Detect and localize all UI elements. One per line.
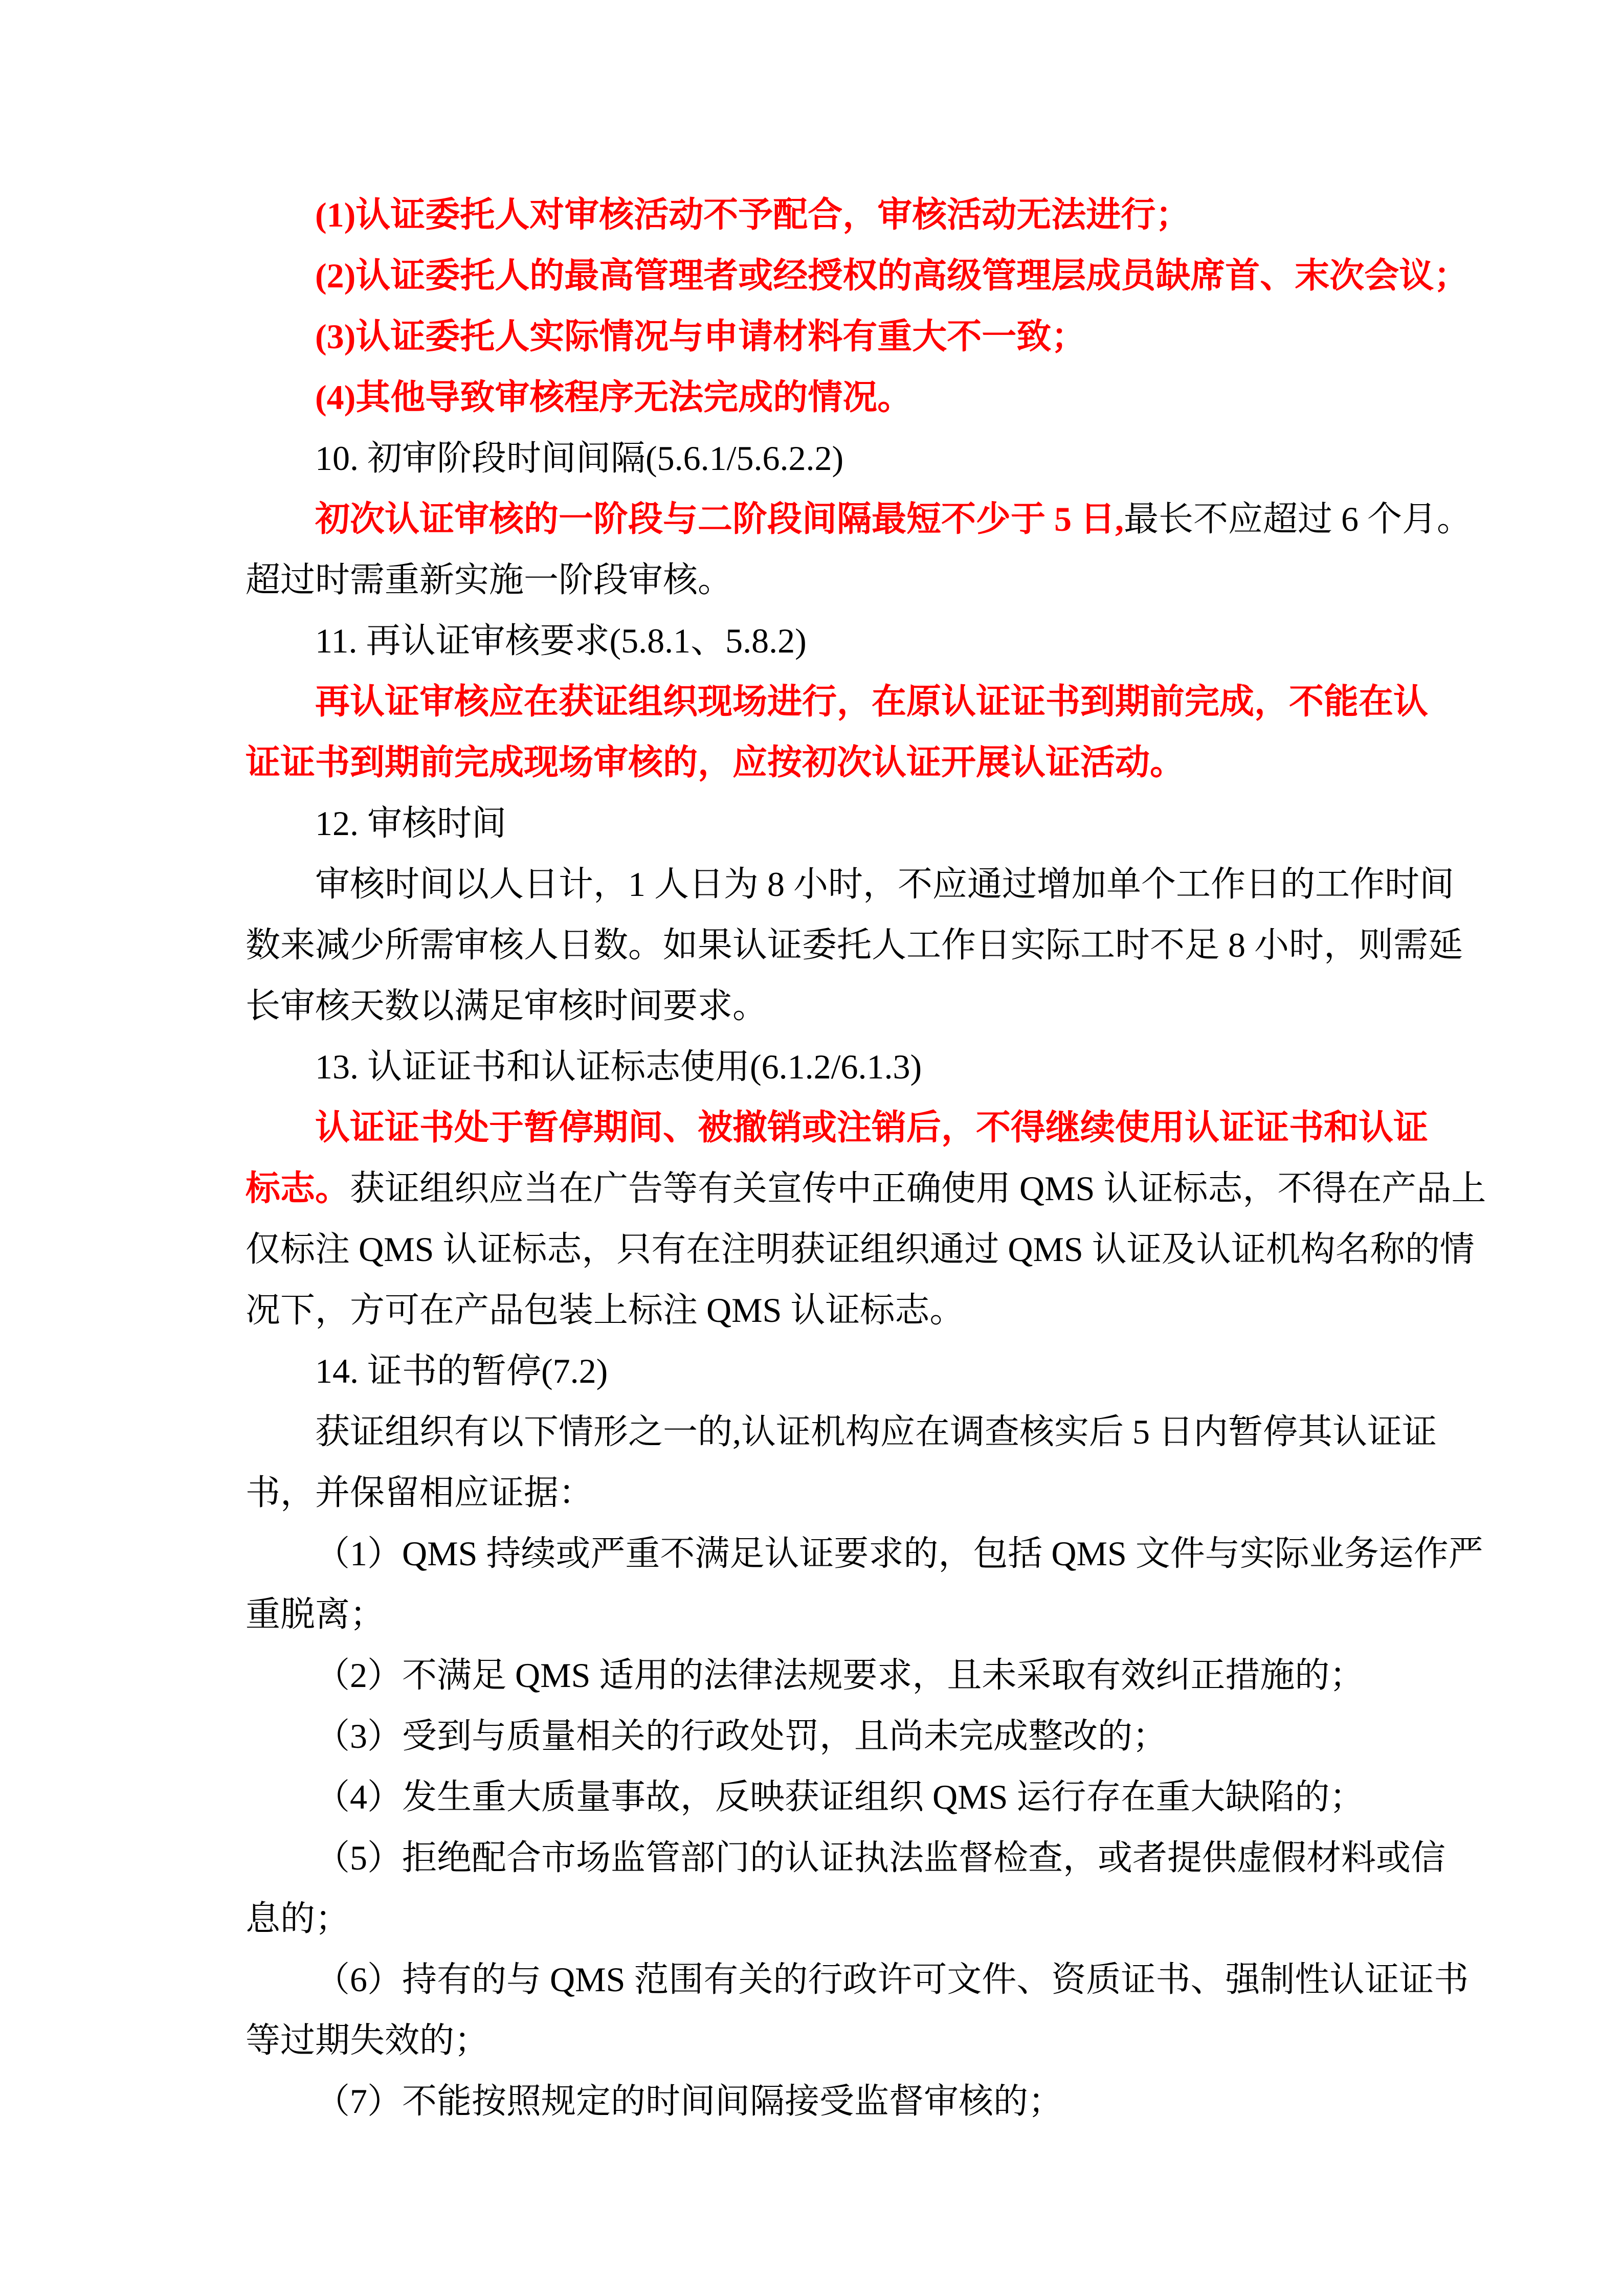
text-segment: 13. 认证证书和认证标志使用(6.1.2/6.1.3) bbox=[315, 1047, 922, 1086]
text-segment: （5）拒绝配合市场监管部门的认证执法监督检查，或者提供虚假材料或信 bbox=[315, 1838, 1446, 1877]
highlighted-text-segment: 证证书到期前完成现场审核的，应按初次认证开展认证活动。 bbox=[246, 743, 1185, 782]
text-line bbox=[246, 1097, 1429, 1158]
highlighted-text-segment: (3)认证委托人实际情况与申请材料有重大不一致； bbox=[315, 317, 1086, 356]
text-segment: 仅标注 QMS 认证标志，只有在注明获证组织通过 QMS 认证及认证机构名称的情 bbox=[246, 1230, 1475, 1269]
text-line bbox=[246, 1706, 1401, 1767]
text-line bbox=[246, 1888, 1401, 1949]
text-segment: （6）持有的与 QMS 范围有关的行政许可文件、资质证书、强制性认证证书 bbox=[315, 1960, 1469, 1999]
text-segment: （3）受到与质量相关的行政处罚，且尚未完成整改的； bbox=[315, 1717, 1168, 1755]
text-segment: 重脱离； bbox=[246, 1595, 385, 1634]
text-segment: （2）不满足 QMS 适用的法律法规要求，且未采取有效纠正措施的； bbox=[315, 1656, 1365, 1695]
text-line bbox=[246, 732, 1401, 793]
text-line bbox=[246, 671, 1429, 732]
highlighted-text-segment: 再认证审核应在获证组织现场进行，在原认证证书到期前完成，不能在认 bbox=[315, 682, 1429, 721]
text-line bbox=[246, 2010, 1401, 2071]
text-segment: 获证组织有以下情形之一的,认证机构应在调查核实后 5 日内暂停其认证证 bbox=[315, 1412, 1437, 1451]
text-segment: 最长不应超过 6 个月。 bbox=[1124, 500, 1472, 538]
highlighted-text-segment: (1)认证委托人对审核活动不予配合，审核活动无法进行； bbox=[315, 195, 1191, 234]
text-line bbox=[246, 1219, 1475, 1280]
text-line bbox=[246, 854, 1455, 915]
text-segment: 等过期失效的； bbox=[246, 2021, 490, 2060]
text-line bbox=[246, 489, 1472, 550]
text-segment: 10. 初审阶段时间间隔(5.6.1/5.6.2.2) bbox=[315, 439, 844, 478]
text-line bbox=[246, 185, 1401, 245]
text-line bbox=[246, 1767, 1401, 1828]
text-segment: （1）QMS 持续或严重不满足认证要求的，包括 QMS 文件与实际业务运作严 bbox=[315, 1534, 1483, 1573]
text-segment: （7）不能按照规定的时间间隔接受监督审核的； bbox=[315, 2082, 1063, 2121]
text-segment: 11. 再认证审核要求(5.8.1、5.8.2) bbox=[315, 621, 807, 660]
text-segment: 况下，方可在产品包装上标注 QMS 认证标志。 bbox=[246, 1291, 965, 1330]
text-line bbox=[246, 611, 1401, 671]
text-segment: 长审核天数以满足审核时间要求。 bbox=[246, 986, 768, 1025]
highlighted-text-segment: (4)其他导致审核程序无法完成的情况。 bbox=[315, 378, 913, 417]
text-line bbox=[246, 1462, 1401, 1523]
document-body bbox=[246, 185, 1486, 2132]
text-line bbox=[246, 2071, 1401, 2132]
text-segment: 数来减少所需审核人日数。如果认证委托人工作日实际工时不足 8 小时，则需延 bbox=[246, 926, 1463, 964]
text-line bbox=[246, 1341, 1401, 1402]
text-line bbox=[246, 1158, 1486, 1219]
text-line bbox=[246, 1645, 1401, 1706]
text-line bbox=[246, 1037, 1401, 1097]
text-line bbox=[246, 245, 1469, 306]
text-line bbox=[246, 1828, 1446, 1888]
text-line bbox=[246, 367, 1401, 428]
highlighted-text-segment: (2)认证委托人的最高管理者或经授权的高级管理层成员缺席首、末次会议； bbox=[315, 256, 1469, 295]
text-line bbox=[246, 793, 1401, 854]
text-segment: 12. 审核时间 bbox=[315, 804, 507, 843]
highlighted-text-segment: 认证证书处于暂停期间、被撤销或注销后，不得继续使用认证证书和认证 bbox=[315, 1108, 1429, 1147]
text-segment: 审核时间以人日计，1 人日为 8 小时，不应通过增加单个工作日的工作时间 bbox=[315, 865, 1455, 904]
text-segment: （4）发生重大质量事故，反映获证组织 QMS 运行存在重大缺陷的； bbox=[315, 1777, 1365, 1816]
text-line bbox=[246, 1584, 1401, 1645]
highlighted-text-segment: 标志。 bbox=[246, 1169, 350, 1208]
text-line bbox=[246, 1280, 1401, 1341]
text-line bbox=[246, 550, 1401, 611]
text-line bbox=[246, 976, 1401, 1037]
text-segment: 息的； bbox=[246, 1899, 350, 1938]
text-segment: 书，并保留相应证据： bbox=[246, 1473, 594, 1512]
text-line bbox=[246, 428, 1401, 489]
text-segment: 14. 证书的暂停(7.2) bbox=[315, 1352, 608, 1390]
text-line bbox=[246, 306, 1401, 367]
text-segment: 超过时需重新实施一阶段审核。 bbox=[246, 560, 733, 599]
text-line bbox=[246, 1402, 1437, 1462]
highlighted-text-segment: 初次认证审核的一阶段与二阶段间隔最短不少于 5 日, bbox=[315, 500, 1124, 538]
text-line bbox=[246, 1523, 1483, 1584]
text-line bbox=[246, 915, 1463, 976]
text-line bbox=[246, 1949, 1469, 2010]
text-segment: 获证组织应当在广告等有关宣传中正确使用 QMS 认证标志，不得在产品上 bbox=[350, 1169, 1486, 1208]
